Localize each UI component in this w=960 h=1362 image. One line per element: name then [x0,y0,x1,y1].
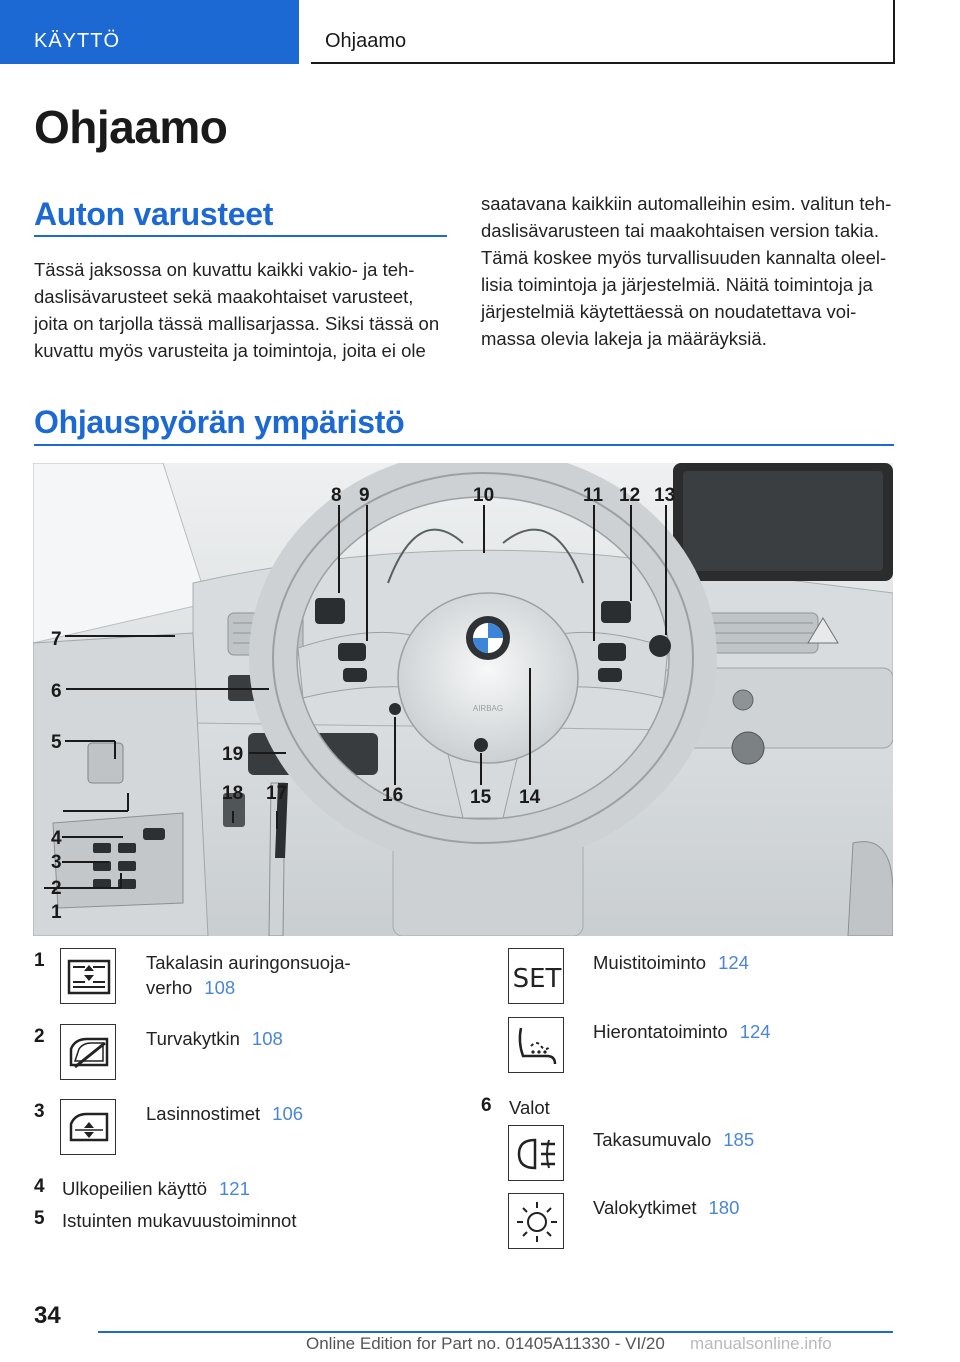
page-link[interactable]: 185 [723,1129,755,1150]
callout-16: 16 [382,785,404,806]
para-line: joita on tarjolla tässä mallisarjassa. Siksi tässä on [34,313,440,334]
section-tab: KÄYTTÖ [0,0,299,64]
item-line: Hierontatoiminto [593,1021,728,1042]
safety-switch-icon [60,1024,116,1080]
equipment-para-left [34,256,439,364]
callout-14: 14 [519,787,541,808]
para-line: saatavana kaikkiin automalleihin esim. valitun teh- [481,193,892,214]
item-text [593,1019,771,1044]
item-number: 4 [34,1176,45,1197]
cockpit-illustration [33,463,893,936]
steering-title: Ohjauspyörän ympäristö [34,404,405,440]
callout-13: 13 [654,485,676,506]
item-line-with-ref [146,975,351,1000]
para-line: Tämä koskee myös turvallisuuden kannalta oleel- [481,247,887,268]
callout-8: 8 [331,485,342,506]
item-text [593,950,749,975]
callout-11: 11 [583,485,604,506]
callout-9: 9 [359,485,370,506]
para-line: kuvattu myös varusteita ja toimintoja, joita ei ole [34,340,426,361]
item-text: Valot [509,1097,550,1118]
light-switch-icon [508,1193,564,1249]
callout-5: 5 [51,732,62,753]
item-line: Ulkopeilien käyttö [62,1178,207,1199]
callout-18: 18 [222,783,244,804]
item-number: 1 [34,950,45,971]
page-link[interactable]: 124 [718,952,749,973]
footer-watermark: manualsonline.info [690,1334,832,1353]
item-text [146,1101,303,1126]
callout-2: 2 [51,878,62,899]
rear-sunshade-icon [60,948,116,1004]
item-line: Takasumuvalo [593,1129,712,1150]
equipment-rule [34,235,447,237]
rear-fog-light-icon [508,1125,564,1181]
airbag-label: AIRBAG [472,704,504,713]
para-line: massa olevia lakeja ja määräyksiä. [481,328,767,349]
page-link[interactable]: 108 [251,1028,283,1049]
page-link[interactable]: 180 [708,1197,740,1218]
item-line: Turvakytkin [146,1028,240,1049]
callout-1: 1 [51,902,62,923]
equipment-title: Auton varusteet [34,196,274,232]
item-text [146,950,351,1000]
item-number: 5 [34,1208,45,1229]
callout-4: 4 [51,828,62,849]
page-link[interactable]: 108 [204,977,236,998]
item-line: Muistitoiminto [593,952,707,973]
callout-6: 6 [51,681,62,702]
callout-19: 19 [222,744,244,765]
callout-3: 3 [51,852,62,873]
set-memory-icon [508,948,564,1004]
page-link[interactable]: 121 [219,1178,250,1199]
chapter-tab: Ohjaamo [311,0,895,64]
para-line: daslisävarusteet sekä maakohtaiset varusteet, [34,286,414,307]
callout-17: 17 [266,783,288,804]
massage-seat-icon [508,1017,564,1073]
page-number: 34 [34,1302,61,1329]
item-number: 6 [481,1095,492,1116]
callout-7: 7 [51,629,62,650]
para-line: järjestelmiä käytettäessä on noudatettava voi- [481,301,857,322]
item-text [146,1026,283,1051]
set-icon-text: SET [512,964,562,994]
item-number: 3 [34,1101,45,1122]
footer-edition: Online Edition for Part no. 01405A11330 - VI/20 [306,1334,665,1353]
item-text [593,1195,739,1220]
page-title: Ohjaamo [34,101,228,153]
steering-rule [34,444,894,446]
footer-rule [98,1331,893,1333]
callout-12: 12 [619,485,641,506]
item-number: 2 [34,1026,45,1047]
window-lift-icon [60,1099,116,1155]
item-text: Istuinten mukavuustoiminnot [62,1210,297,1231]
item-line: Takalasin auringonsuoja- [146,952,351,973]
page-link[interactable]: 124 [739,1021,771,1042]
para-line: Tässä jaksossa on kuvattu kaikki vakio- ja teh- [34,259,415,280]
item-text [62,1176,250,1201]
item-line: Valokytkimet [593,1197,697,1218]
item-line: Lasinnostimet [146,1103,261,1124]
equipment-para-right [481,190,891,352]
item-line: verho [146,977,193,998]
para-line: lisia toimintoja ja järjestelmiä. Näitä toimintoja ja [481,274,873,295]
para-line: daslisävarusteen tai maakohtaisen version takia. [481,220,879,241]
callout-15: 15 [470,787,492,808]
item-text [593,1127,754,1152]
callout-10: 10 [473,485,495,506]
page-link[interactable]: 106 [272,1103,304,1124]
